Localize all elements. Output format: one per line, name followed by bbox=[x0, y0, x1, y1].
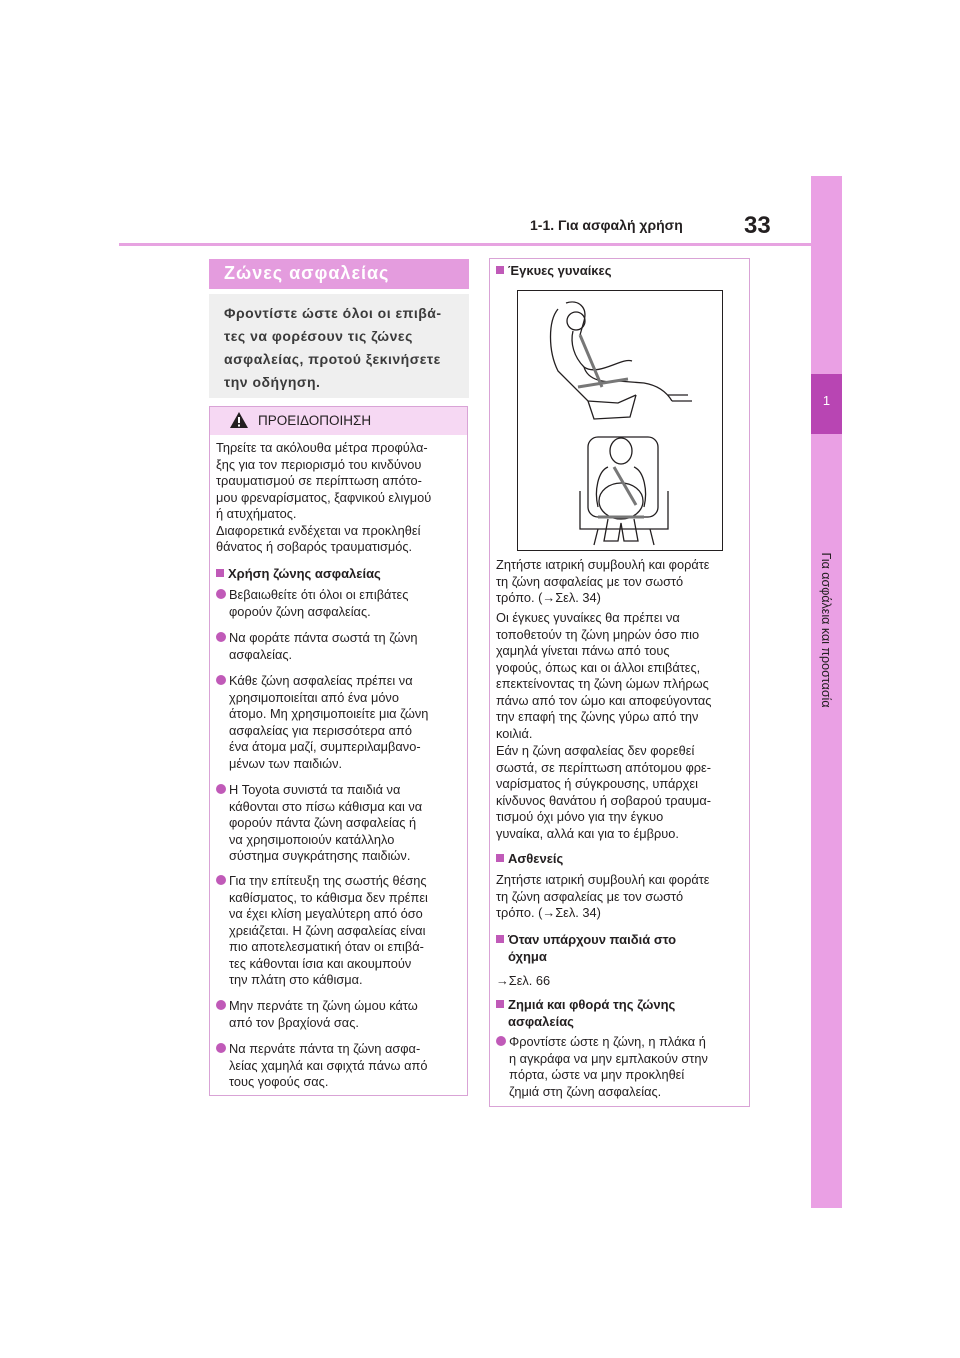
warning-title: ΠΡΟΕΙΔΟΠΟΙΗΣΗ bbox=[258, 413, 372, 428]
list-item: Κάθε ζώνη ασφαλείας πρέπει να χρησιμοποιείται από ένα μόνο άτομο. Μη χρησιμοποιείτε μια ζώνη ασφαλείας για περισσότερα από ένα άτομα μαζί, συμπεριλαμβανο- μένων των παιδιών. bbox=[216, 673, 475, 772]
kids-page-ref: →Σελ. 66 bbox=[496, 973, 551, 988]
pregnant-risk: Εάν η ζώνη ασφαλείας δεν φορεθεί σωστά, σε περίπτωση απότομου φρε- ναρίσματος ή σύγκρουσης, υπάρχει κίνδυνος θανάτου ή σοβαρού τραυμα- τισμού όχι μόνο για την έγκυο γυναίκα, αλλά και για το έμβρυο. bbox=[496, 743, 712, 841]
warning-intro: Τηρείτε τα ακόλουθα μέτρα προφύλα- ξης για τον περιορισμό του κινδύνου τραυματισμού σε περίπτωση απότο- μου φρεναρίσματος, ξαφνικού ελιγμού ή ατυχήματος. Διαφορετικά ενδέχεται να προκληθεί θάνατος ή σοβαρός τραυματισμός. bbox=[216, 440, 432, 554]
list-item: Να φοράτε πάντα σωστά τη ζώνη ασφαλείας. bbox=[216, 630, 475, 663]
pregnant-heading: Έγκυες γυναίκες bbox=[496, 263, 612, 280]
pregnant-seatbelt-illustration bbox=[518, 291, 722, 550]
kids-heading: Όταν υπάρχουν παιδιά στο όχημα bbox=[496, 932, 744, 965]
list-item: Να περνάτε πάντα τη ζώνη ασφα- λείας χαμηλά και σφιχτά πάνω από τους γοφούς σας. bbox=[216, 1041, 475, 1091]
illustration-frame bbox=[517, 290, 723, 551]
page-number: 33 bbox=[744, 212, 771, 239]
list-item: Για την επίτευξη της σωστής θέσης καθίσματος, το κάθισμα δεν πρέπει να έχει κλίση μεγαλύτερη από όσο χρειάζεται. Η ζώνη ασφαλείας είναι πιο αποτελεσματική όταν οι επιβά- τες κάθονται ίσια και ακουμπούν την πλάτη στο κάθισμα. bbox=[216, 873, 475, 989]
intro-text: Φροντίστε ώστε όλοι οι επιβά- τες να φορέσουν τις ζώνες ασφαλείας, προτού ξεκινήσετε την οδήγηση. bbox=[224, 305, 442, 390]
chapter-number: 1 bbox=[822, 393, 831, 408]
chapter-label: Για ασφάλεια και προστασία bbox=[819, 552, 833, 708]
section-title: Ζώνες ασφαλείας bbox=[224, 263, 390, 283]
ill-heading: Ασθενείς bbox=[496, 851, 563, 868]
list-item: Βεβαιωθείτε ότι όλοι οι επιβάτες φορούν ζώνη ασφαλείας. bbox=[216, 587, 475, 620]
pregnant-belt-position: Οι έγκυες γυναίκες θα πρέπει να τοποθετούν τη ζώνη μηρών όσο πιο χαμηλά γίνεται πάνω από τους γοφούς, όπως και οι άλλοι επιβάτες, επεκτείνοντας τη ζώνη ώμων πλήρως πάνω από τον ώμο και αποφεύγοντας την επαφή της ζώνης γύρω από την κοιλιά. bbox=[496, 610, 712, 741]
damage-heading: Ζημιά και φθορά της ζώνης ασφαλείας bbox=[496, 997, 744, 1030]
list-item: Φροντίστε ώστε η ζώνη, η πλάκα ή η αγκράφα να μην εμπλακούν στην πόρτα, ώστε να μην προκληθεί ζημιά στη ζώνη ασφαλείας. bbox=[496, 1034, 757, 1100]
warning-triangle-icon bbox=[229, 411, 249, 429]
list-item: Η Toyota συνιστά τα παιδιά να κάθονται στο πίσω κάθισμα και να φορούν πάντα ζώνη ασφαλείας ή να χρησιμοποιούν κατάλληλο σύστημα συγκράτησης παιδιών. bbox=[216, 782, 475, 865]
pregnant-advice: Ζητήστε ιατρική συμβουλή και φοράτε τη ζώνη ασφαλείας με τον σωστό τρόπο. (→Σελ. 34) bbox=[496, 557, 710, 605]
list-item: Μην περνάτε τη ζώνη ώμου κάτω από τον βραχίονά σας. bbox=[216, 998, 475, 1031]
running-header: 1-1. Για ασφαλή χρήση bbox=[530, 217, 683, 233]
warning-subhead: Χρήση ζώνης ασφαλείας bbox=[216, 566, 381, 583]
ill-advice: Ζητήστε ιατρική συμβουλή και φοράτε τη ζώνη ασφαλείας με τον σωστό τρόπο. (→Σελ. 34) bbox=[496, 872, 710, 920]
header-rule bbox=[119, 243, 811, 246]
